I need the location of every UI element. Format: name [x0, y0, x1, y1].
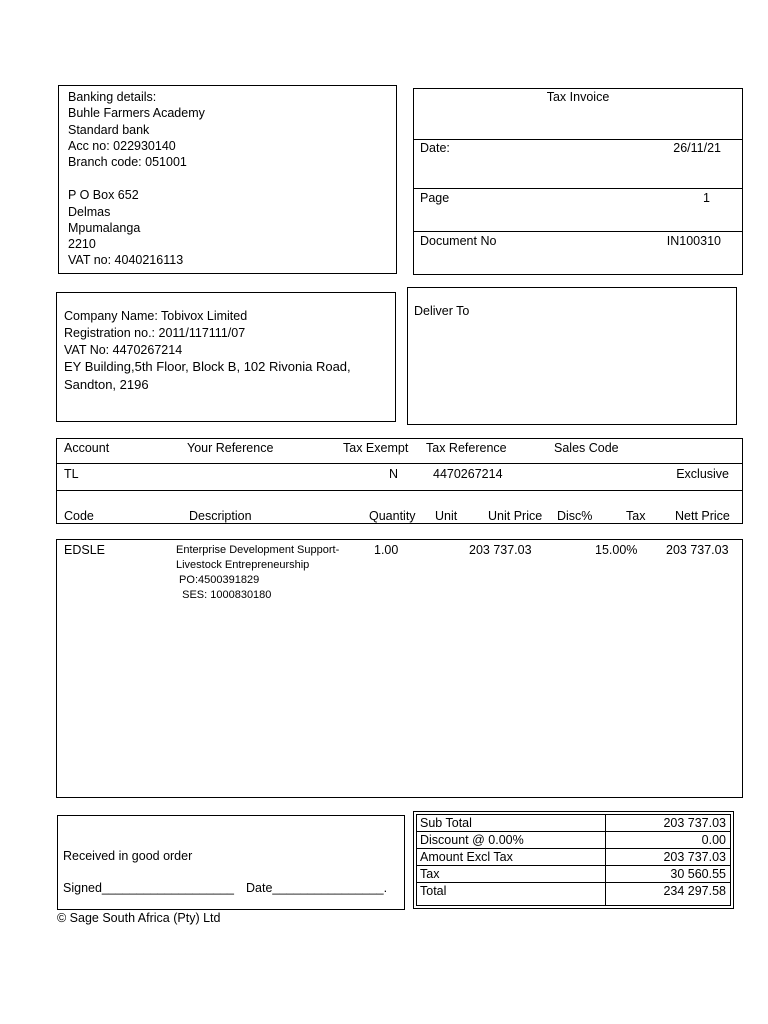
document-no-label: Document No: [420, 234, 497, 248]
banking-line: Branch code: 051001: [68, 155, 187, 169]
item-quantity: 1.00: [374, 543, 399, 557]
item-description-line: PO:4500391829: [176, 574, 260, 586]
discount-value: 0.00: [701, 833, 726, 847]
banking-line: VAT no: 4040216113: [68, 253, 184, 267]
tax-exempt-header: Tax Exempt: [343, 441, 409, 455]
tax-reference-header: Tax Reference: [426, 441, 507, 455]
amount-excl-tax-value: 203 737.03: [663, 850, 726, 864]
unit-price-column-header: Unit Price: [488, 509, 543, 523]
code-column-header: Code: [64, 509, 94, 523]
item-code: EDSLE: [64, 543, 105, 557]
sales-code-header: Sales Code: [554, 441, 619, 455]
subtotal-label: Sub Total: [420, 816, 472, 830]
amount-excl-tax-label: Amount Excl Tax: [420, 850, 513, 864]
page-value: 1: [703, 191, 710, 205]
divider: [56, 463, 743, 464]
company-line: Company Name: Tobivox Limited: [64, 309, 248, 323]
tax-column-header: Tax: [626, 509, 646, 523]
banking-line: Acc no: 022930140: [68, 139, 176, 153]
received-text: Received in good order: [63, 849, 193, 863]
divider: [56, 490, 743, 491]
item-nett-price: 203 737.03: [666, 543, 729, 557]
line-items-box: [56, 539, 743, 798]
page-label: Page: [420, 191, 450, 205]
tax-reference-value: 4470267214: [433, 467, 503, 481]
banking-line: Mpumalanga: [68, 221, 141, 235]
total-value: 234 297.58: [663, 884, 726, 898]
description-column-header: Description: [189, 509, 252, 523]
item-tax: 15.00%: [595, 543, 638, 557]
divider: [605, 814, 606, 906]
tax-label: Tax: [420, 867, 440, 881]
deliver-to-label: Deliver To: [414, 304, 470, 318]
item-description-line: SES: 1000830180: [176, 589, 272, 601]
tax-value: 30 560.55: [670, 867, 726, 881]
account-header: Account: [64, 441, 110, 455]
discount-label: Discount @ 0.00%: [420, 833, 524, 847]
unit-column-header: Unit: [435, 509, 458, 523]
item-unit-price: 203 737.03: [469, 543, 532, 557]
company-line: EY Building,5th Floor, Block B, 102 Rivonia Road,: [64, 359, 351, 374]
banking-line: Buhle Farmers Academy: [68, 106, 205, 120]
banking-line: Banking details:: [68, 90, 157, 104]
banking-line: P O Box 652: [68, 188, 139, 202]
document-no-value: IN100310: [666, 234, 721, 248]
date-value: 26/11/21: [673, 141, 721, 155]
invoice-title: Tax Invoice: [546, 90, 610, 104]
your-reference-header: Your Reference: [187, 441, 274, 455]
account-value: TL: [64, 467, 79, 481]
date-field: Date________________.: [246, 881, 388, 895]
quantity-column-header: Quantity: [369, 509, 416, 523]
banking-line: 2210: [68, 237, 96, 251]
banking-line: Standard bank: [68, 123, 150, 137]
signed-field: Signed___________________: [63, 881, 235, 895]
subtotal-value: 203 737.03: [663, 816, 726, 830]
tax-exempt-value: N: [389, 467, 399, 481]
company-line: Sandton, 2196: [64, 377, 149, 392]
total-label: Total: [420, 884, 447, 898]
divider: [413, 188, 743, 189]
company-line: Registration no.: 2011/117111/07: [64, 326, 246, 340]
item-description-line: Enterprise Development Support-: [176, 544, 340, 556]
item-description-line: Livestock Entrepreneurship: [176, 559, 310, 571]
disc-column-header: Disc%: [557, 509, 593, 523]
company-line: VAT No: 4470267214: [64, 343, 183, 357]
date-label: Date:: [420, 141, 450, 155]
banking-line: Delmas: [68, 205, 111, 219]
nett-price-column-header: Nett Price: [675, 509, 730, 523]
divider: [413, 231, 743, 232]
sales-code-value: Exclusive: [676, 467, 729, 481]
copyright-footer: © Sage South Africa (Pty) Ltd: [57, 911, 221, 925]
